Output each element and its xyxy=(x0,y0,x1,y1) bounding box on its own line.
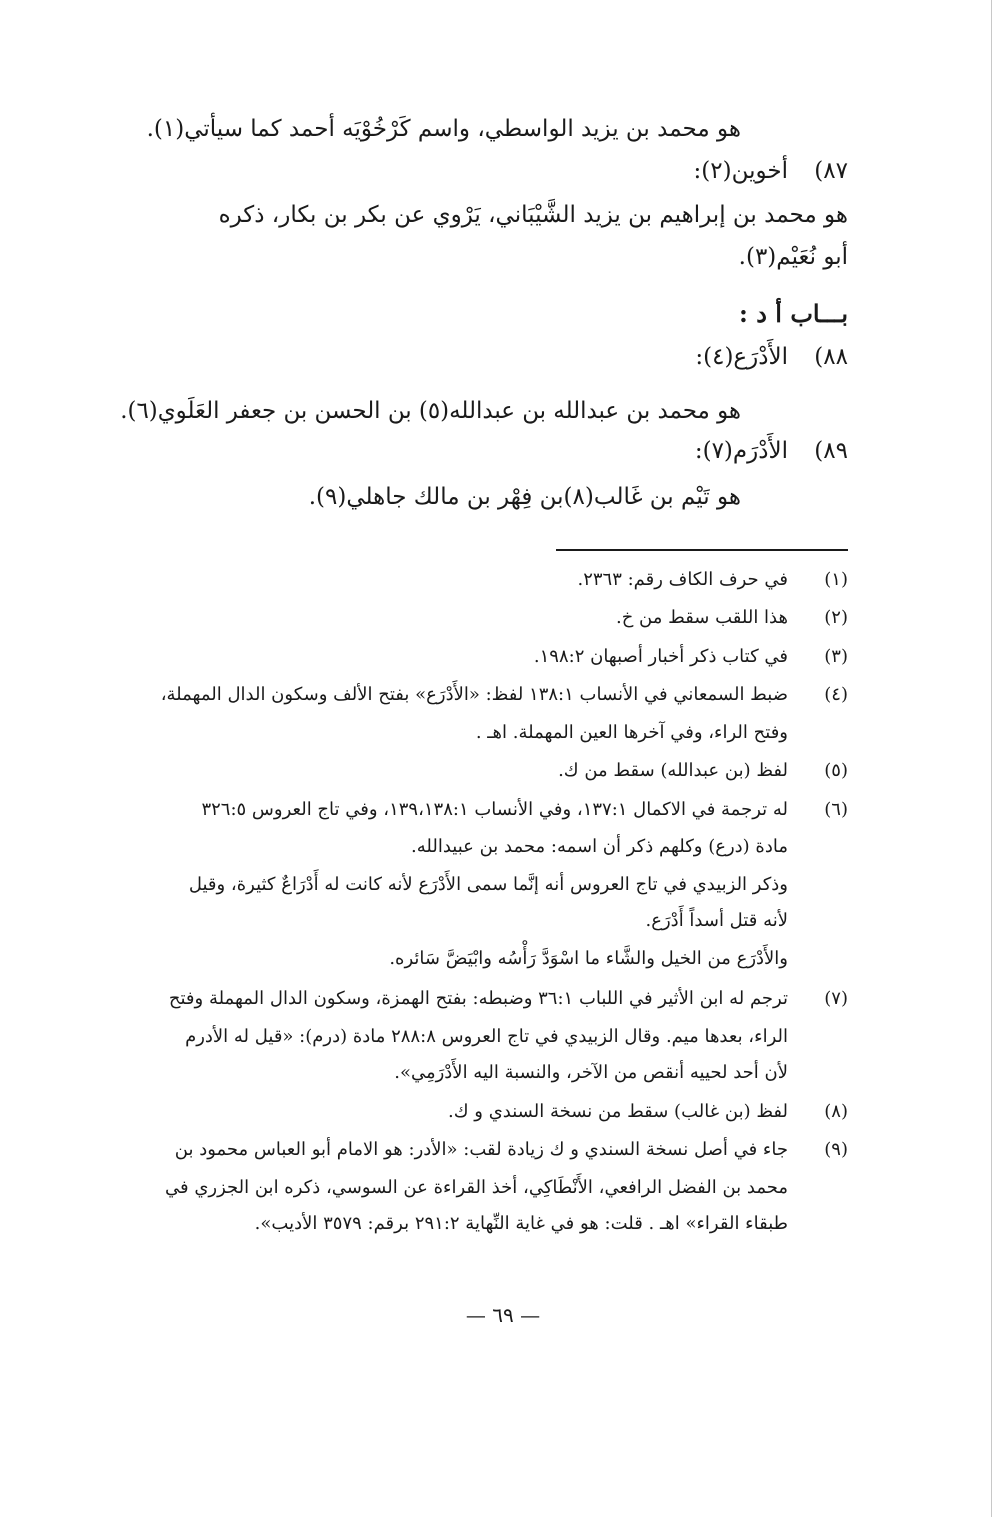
section-heading: بـــاب أ د : xyxy=(739,299,848,328)
footnote-4-text-line-1: ضبط السمعاني في الأنساب ١٣٨:١ لفظ: «الأَدْرَع» بفتح الألف وسكون الدال المهملة، xyxy=(160,684,788,705)
footnote-8-text: لفظ (بن غالب) سقط من نسخة السندي و ك. xyxy=(448,1101,788,1122)
footnote-divider xyxy=(556,549,848,551)
footnote-6-text-line-5: والأَدْرَع من الخيل والشَّاء ما اسْوَدَّ رَأْسُه وابْيَضَّ سَائره. xyxy=(389,948,788,969)
footnote-5 xyxy=(558,762,848,780)
footnote-3-text: في كتاب ذكر أخبار أصبهان ١٩٨:٢. xyxy=(533,646,788,667)
footnote-1-number: (١) xyxy=(824,569,848,590)
footnote-6-text-line-1: له ترجمة في الاكمال ١٣٧:١، وفي الأنساب ١٣٩،١٣٨:١، وفي تاج العروس ٣٢٦:٥ xyxy=(201,799,788,820)
footnote-6-text-line-4: لأنه قتل أسداً أَدْرَع. xyxy=(645,910,788,931)
entry-87-number: ٨٧) xyxy=(814,158,848,184)
footnote-9-text-line-2: محمد بن الفضل الرافعي، الأَنْطَاكِي، أخذ القراءة عن السوسي، ذكره ابن الجزري في xyxy=(164,1177,788,1198)
footnote-9-text-line-1: جاء في أصل نسخة السندي و ك زيادة لقب: «الأدر: هو الامام أبو العباس محمود بن xyxy=(174,1139,788,1160)
entry-88-title: الأَدْرَع(٤): xyxy=(695,344,788,370)
entry-88-number: ٨٨) xyxy=(814,344,848,370)
body-line-3: هو محمد بن إبراهيم بن يزيد الشَّيْبَاني، يَرْوي عن بكر بن بكار، ذكره xyxy=(218,202,848,228)
footnote-6-number: (٦) xyxy=(824,799,848,820)
footnote-5-text: لفظ (بن عبدالله) سقط من ك. xyxy=(558,760,788,781)
footnote-3 xyxy=(534,648,848,666)
page-number: — ٦٩ — xyxy=(465,1303,541,1327)
footnote-4 xyxy=(161,686,848,704)
entry-87-title: أخوين(٢): xyxy=(693,158,788,184)
entry-88-heading xyxy=(695,346,848,369)
footnote-9-number: (٩) xyxy=(824,1139,848,1160)
footnote-9 xyxy=(175,1141,848,1159)
body-line-1: هو محمد بن يزيد الواسطي، واسم كَرْخُوْيَه أحمد كما سيأتي(١). xyxy=(146,116,741,142)
entry-87-heading xyxy=(694,160,848,183)
entry-89-number: ٨٩) xyxy=(814,438,848,464)
body-line-9: هو تَيْم بن غَالب(٨)بن فِهْر بن مالك جاهلي(٩). xyxy=(308,484,741,510)
footnote-8 xyxy=(448,1103,848,1121)
footnote-7 xyxy=(169,990,848,1008)
footnote-3-number: (٣) xyxy=(824,646,848,667)
footnote-6 xyxy=(201,801,848,819)
footnote-2-number: (٢) xyxy=(824,607,848,628)
body-line-7: هو محمد بن عبدالله بن عبدالله(٥) بن الحسن بن جعفر العَلَوي(٦). xyxy=(120,398,741,424)
entry-89-title: الأَدْرَم(٧): xyxy=(694,438,788,464)
footnote-4-text-line-2: وفتح الراء، وفي آخرها العين المهملة. اهـ . xyxy=(475,722,788,743)
footnote-1 xyxy=(577,571,848,589)
entry-89-heading xyxy=(695,440,848,463)
footnote-8-number: (٨) xyxy=(824,1101,848,1122)
footnote-2-text: هذا اللقب سقط من خ. xyxy=(615,607,788,628)
footnote-2 xyxy=(616,609,848,627)
footnote-7-text-line-3: لأن أحد لحييه أنقص من الآخر، والنسبة اليه الأَدْرَمِي». xyxy=(394,1062,788,1083)
footnote-7-number: (٧) xyxy=(824,988,848,1009)
footnote-7-text-line-1: ترجم له ابن الأثير في اللباب ٣٦:١ وضبطه: بفتح الهمزة، وسكون الدال المهملة وفتح xyxy=(168,988,788,1009)
footnote-5-number: (٥) xyxy=(824,760,848,781)
footnote-4-number: (٤) xyxy=(824,684,848,705)
footnote-6-text-line-3: وذكر الزبيدي في تاج العروس أنه إنَّما سمى الأَدْرَع لأنه كانت له أَدْرَاعٌ كثيرة، وقيل xyxy=(188,874,788,895)
body-line-4: أبو نُعَيْم(٣). xyxy=(738,244,848,270)
footnote-9-text-line-3: طبقاء القراء» اهـ . قلت: هو في غاية النِّهاية ٢٩١:٢ برقم: ٣٥٧٩ الأديب». xyxy=(254,1213,788,1234)
footnote-7-text-line-2: الراء، بعدها ميم. وقال الزبيدي في تاج العروس ٢٨٨:٨ مادة (درم): «قيل له الأدرم xyxy=(185,1026,788,1047)
footnote-1-text: في حرف الكاف رقم: ٢٣٦٣. xyxy=(577,569,788,590)
footnote-6-text-line-2: مادة (درع) وكلهم ذكر أن اسمه: محمد بن عبيدالله. xyxy=(411,836,788,857)
